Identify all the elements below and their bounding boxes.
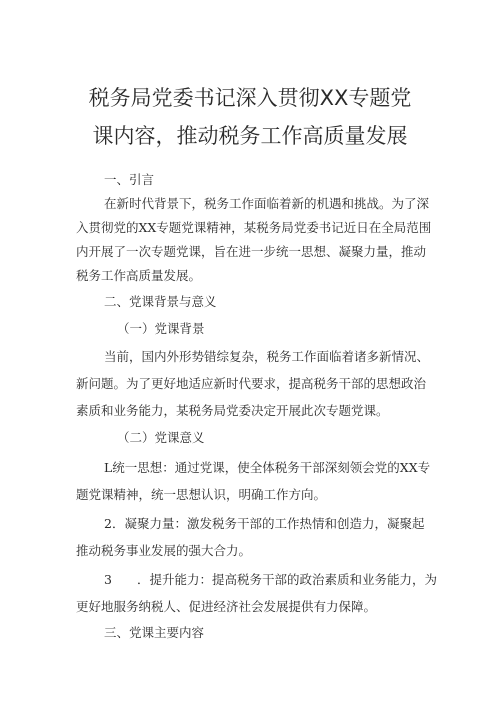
paragraph-line: 更好地服务纳税人、促进经济社会发展提供有力保障。 <box>76 599 377 614</box>
paragraph-line: 入贯彻党的XX专题党课精神，某税务局党委书记近日在全局范围 <box>76 220 432 235</box>
paragraph-line: 题党课精神，统一思想认识，明确工作方向。 <box>76 487 327 502</box>
subsection-heading-background: （一）党课背景 <box>117 321 205 336</box>
paragraph-line: 在新时代背景下，税务工作面临着新的机遇和挑战。为了深 <box>104 196 430 211</box>
paragraph-line: 内开展了一次专题党课，旨在进一步统一思想、凝聚力量，推动 <box>76 244 427 259</box>
paragraph-line: 3 ．提升能力：提高税务干部的政治素质和业务能力，为 <box>104 572 437 587</box>
paragraph-line: 素质和业务能力，某税务局党委决定开展此次专题党课。 <box>76 403 389 418</box>
paragraph-line: 税务工作高质量发展。 <box>76 268 202 283</box>
paragraph-line: 2．凝聚力量：激发税务干部的工作热情和创造力，凝聚起 <box>104 516 425 531</box>
section-heading-intro: 一、引言 <box>104 172 155 187</box>
paragraph-line: 新问题。为了更好地适应新时代要求，提高税务干部的思想政治 <box>76 376 427 391</box>
paragraph-line: 当前，国内外形势错综复杂，税务工作面临着诸多新情况、 <box>104 349 430 364</box>
section-heading-content: 三、党课主要内容 <box>104 625 205 640</box>
document-title-line-1: 税务局党委书记深入贯彻XX专题党 <box>88 86 412 110</box>
section-heading-background: 二、党课背景与意义 <box>104 294 217 309</box>
paragraph-line: L统一思想：通过党课，使全体税务干部深刻领会党的XX专 <box>104 460 431 475</box>
paragraph-line: 推动税务事业发展的强大合力。 <box>76 543 252 558</box>
subsection-heading-significance: （二）党课意义 <box>117 430 205 445</box>
document-title-line-2: 课内容，推动税务工作高质量发展 <box>92 124 408 148</box>
